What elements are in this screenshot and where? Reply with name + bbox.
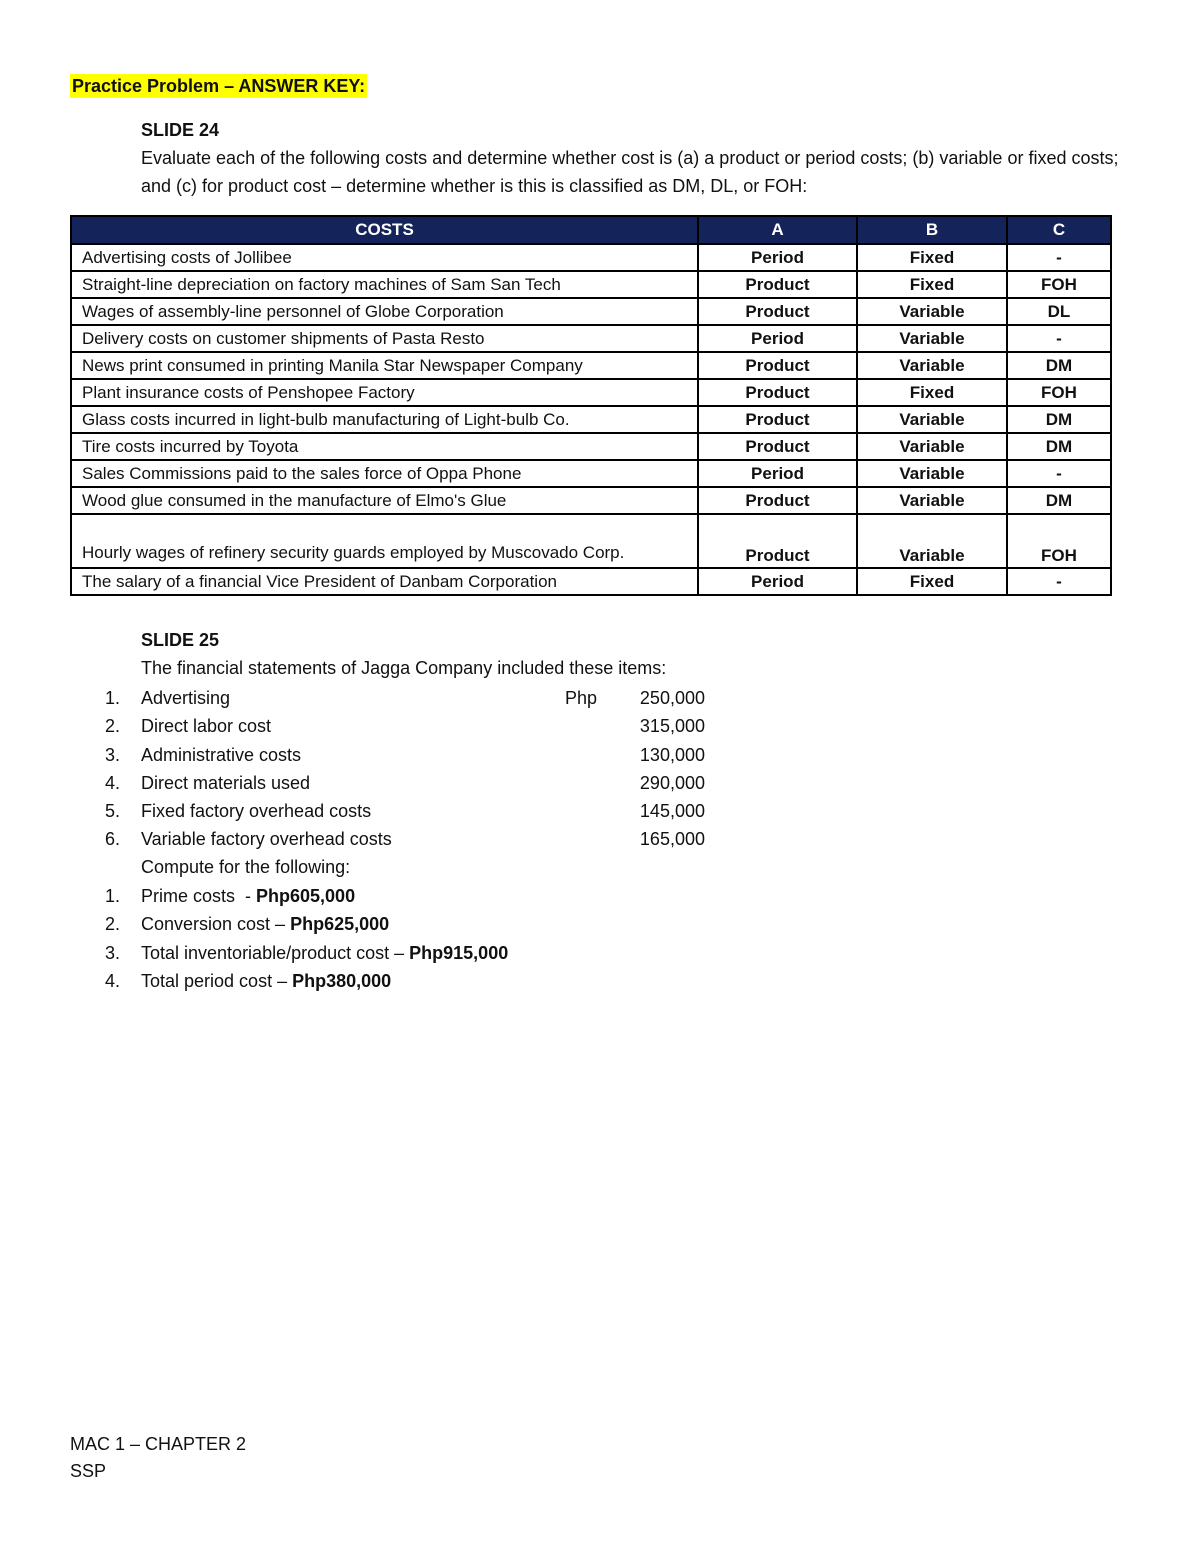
item-number: 3. bbox=[105, 942, 121, 963]
table-row bbox=[71, 244, 1111, 271]
b-cell: Variable bbox=[857, 406, 1007, 433]
cost-cell: Tire costs incurred by Toyota bbox=[71, 433, 698, 460]
page-footer bbox=[70, 1431, 246, 1485]
list-item bbox=[100, 684, 800, 712]
answer-line bbox=[141, 967, 391, 995]
item-label: Direct labor cost bbox=[141, 716, 272, 737]
a-cell: Period bbox=[698, 568, 857, 595]
item-label: Variable factory overhead costs bbox=[141, 829, 392, 850]
cost-cell: Straight-line depreciation on factory machines of Sam San Tech bbox=[71, 271, 698, 298]
table-row bbox=[71, 406, 1111, 433]
list-item bbox=[100, 967, 800, 995]
footer-author: SSP bbox=[70, 1461, 107, 1481]
item-amount: 250,000 bbox=[639, 688, 705, 708]
item-label: Administrative costs bbox=[141, 744, 302, 765]
table-row bbox=[71, 352, 1111, 379]
c-cell: FOH bbox=[1007, 514, 1111, 568]
a-cell: Product bbox=[698, 487, 857, 514]
a-cell: Product bbox=[698, 379, 857, 406]
cost-cell: The salary of a financial Vice President of Danbam Corporation bbox=[71, 568, 698, 595]
item-number: 6. bbox=[105, 829, 121, 850]
list-item bbox=[100, 939, 800, 967]
table-row bbox=[71, 433, 1111, 460]
cost-cell: Plant insurance costs of Penshopee Factory bbox=[71, 379, 698, 406]
table-row bbox=[71, 487, 1111, 514]
column-header-costs: COSTS bbox=[71, 216, 698, 244]
item-amount: 130,000 bbox=[639, 744, 705, 765]
table-header-row bbox=[71, 216, 1111, 244]
item-label: Fixed factory overhead costs bbox=[141, 801, 372, 822]
answer-key-heading: Practice Problem – ANSWER KEY: bbox=[72, 76, 366, 96]
slide-24-title: SLIDE 24 bbox=[141, 120, 220, 140]
list-item bbox=[100, 825, 800, 853]
answer-value: Php605,000 bbox=[256, 886, 356, 906]
list-item bbox=[100, 741, 800, 769]
a-cell: Product bbox=[698, 433, 857, 460]
cost-classification-table bbox=[70, 215, 1112, 596]
b-cell: Fixed bbox=[857, 244, 1007, 271]
item-number: 3. bbox=[105, 744, 121, 765]
answer-value: Php380,000 bbox=[292, 970, 392, 991]
table-row bbox=[71, 514, 1111, 568]
c-cell: - bbox=[1007, 325, 1111, 352]
c-cell: DM bbox=[1007, 352, 1111, 379]
item-amount: 165,000 bbox=[639, 829, 705, 850]
b-cell: Variable bbox=[857, 433, 1007, 460]
cost-cell: Advertising costs of Jollibee bbox=[71, 244, 698, 271]
cost-cell: Delivery costs on customer shipments of Pasta Resto bbox=[71, 325, 698, 352]
c-cell: DM bbox=[1007, 433, 1111, 460]
item-number: 4. bbox=[105, 772, 121, 793]
c-cell: DM bbox=[1007, 406, 1111, 433]
b-cell: Fixed bbox=[857, 379, 1007, 406]
table-row bbox=[71, 271, 1111, 298]
b-cell: Variable bbox=[857, 352, 1007, 379]
table-row bbox=[71, 568, 1111, 595]
item-label: Advertising bbox=[141, 688, 231, 708]
table-row bbox=[71, 460, 1111, 487]
cost-cell: News print consumed in printing Manila Star Newspaper Company bbox=[71, 352, 698, 379]
answers-list bbox=[100, 882, 800, 995]
a-cell: Period bbox=[698, 325, 857, 352]
answer-line bbox=[141, 939, 508, 967]
item-label: Direct materials used bbox=[141, 772, 311, 793]
answer-label: Conversion cost – bbox=[141, 914, 291, 935]
c-cell: DM bbox=[1007, 487, 1111, 514]
item-amount: 290,000 bbox=[639, 772, 705, 793]
b-cell: Variable bbox=[857, 298, 1007, 325]
b-cell: Variable bbox=[857, 514, 1007, 568]
list-item bbox=[100, 797, 800, 825]
table-row bbox=[71, 298, 1111, 325]
item-number: 2. bbox=[105, 914, 121, 935]
column-header-b: B bbox=[857, 216, 1007, 244]
b-cell: Variable bbox=[857, 325, 1007, 352]
table-row bbox=[71, 325, 1111, 352]
answer-value: Php625,000 bbox=[290, 914, 390, 935]
c-cell: FOH bbox=[1007, 379, 1111, 406]
column-header-c: C bbox=[1007, 216, 1111, 244]
answer-line bbox=[141, 910, 389, 938]
list-item bbox=[100, 882, 800, 910]
a-cell: Period bbox=[698, 244, 857, 271]
a-cell: Product bbox=[698, 406, 857, 433]
list-item bbox=[100, 910, 800, 938]
slide-24-section bbox=[141, 116, 1141, 200]
cost-cell: Hourly wages of refinery security guards employed by Muscovado Corp. bbox=[71, 514, 698, 568]
answer-value: Php915,000 bbox=[409, 942, 509, 963]
item-number: 4. bbox=[105, 970, 121, 991]
b-cell: Variable bbox=[857, 460, 1007, 487]
c-cell: FOH bbox=[1007, 271, 1111, 298]
c-cell: - bbox=[1007, 568, 1111, 595]
column-header-a: A bbox=[698, 216, 857, 244]
c-cell: - bbox=[1007, 460, 1111, 487]
b-cell: Variable bbox=[857, 487, 1007, 514]
list-item bbox=[100, 712, 800, 740]
a-cell: Period bbox=[698, 460, 857, 487]
answer-label: Total period cost – bbox=[141, 970, 293, 991]
footer-chapter: MAC 1 – CHAPTER 2 bbox=[70, 1434, 247, 1454]
a-cell: Product bbox=[698, 352, 857, 379]
slide-25-section bbox=[141, 626, 1141, 682]
item-amount: 315,000 bbox=[639, 716, 705, 737]
item-number: 1. bbox=[105, 688, 121, 708]
item-amount: 145,000 bbox=[639, 801, 705, 822]
list-item bbox=[100, 769, 800, 797]
currency-label: Php bbox=[565, 688, 598, 708]
table-row bbox=[71, 379, 1111, 406]
answer-label: Total inventoriable/product cost – bbox=[141, 942, 410, 963]
cost-cell: Wood glue consumed in the manufacture of Elmo's Glue bbox=[71, 487, 698, 514]
c-cell: - bbox=[1007, 244, 1111, 271]
slide-25-title: SLIDE 25 bbox=[141, 630, 220, 650]
slide-25-intro: The financial statements of Jagga Company included these items: bbox=[141, 658, 667, 678]
cost-cell: Wages of assembly-line personnel of Globe Corporation bbox=[71, 298, 698, 325]
item-number: 1. bbox=[105, 886, 121, 906]
b-cell: Fixed bbox=[857, 568, 1007, 595]
b-cell: Fixed bbox=[857, 271, 1007, 298]
a-cell: Product bbox=[698, 271, 857, 298]
a-cell: Product bbox=[698, 298, 857, 325]
a-cell: Product bbox=[698, 514, 857, 568]
item-number: 2. bbox=[105, 716, 121, 737]
cost-cell: Glass costs incurred in light-bulb manufacturing of Light-bulb Co. bbox=[71, 406, 698, 433]
item-number: 5. bbox=[105, 801, 121, 822]
compute-label: Compute for the following: bbox=[141, 857, 351, 877]
answer-label: Prime costs - bbox=[141, 886, 257, 906]
financial-items-list bbox=[100, 684, 800, 854]
c-cell: DL bbox=[1007, 298, 1111, 325]
slide-24-instructions: Evaluate each of the following costs and determine whether cost is (a) a product or period costs; (b) variable or fixed costs; and (c) for product cost – determine whether is this is classified as DM, DL, or FOH: bbox=[141, 148, 1119, 196]
cost-cell: Sales Commissions paid to the sales force of Oppa Phone bbox=[71, 460, 698, 487]
answer-line bbox=[141, 882, 355, 910]
